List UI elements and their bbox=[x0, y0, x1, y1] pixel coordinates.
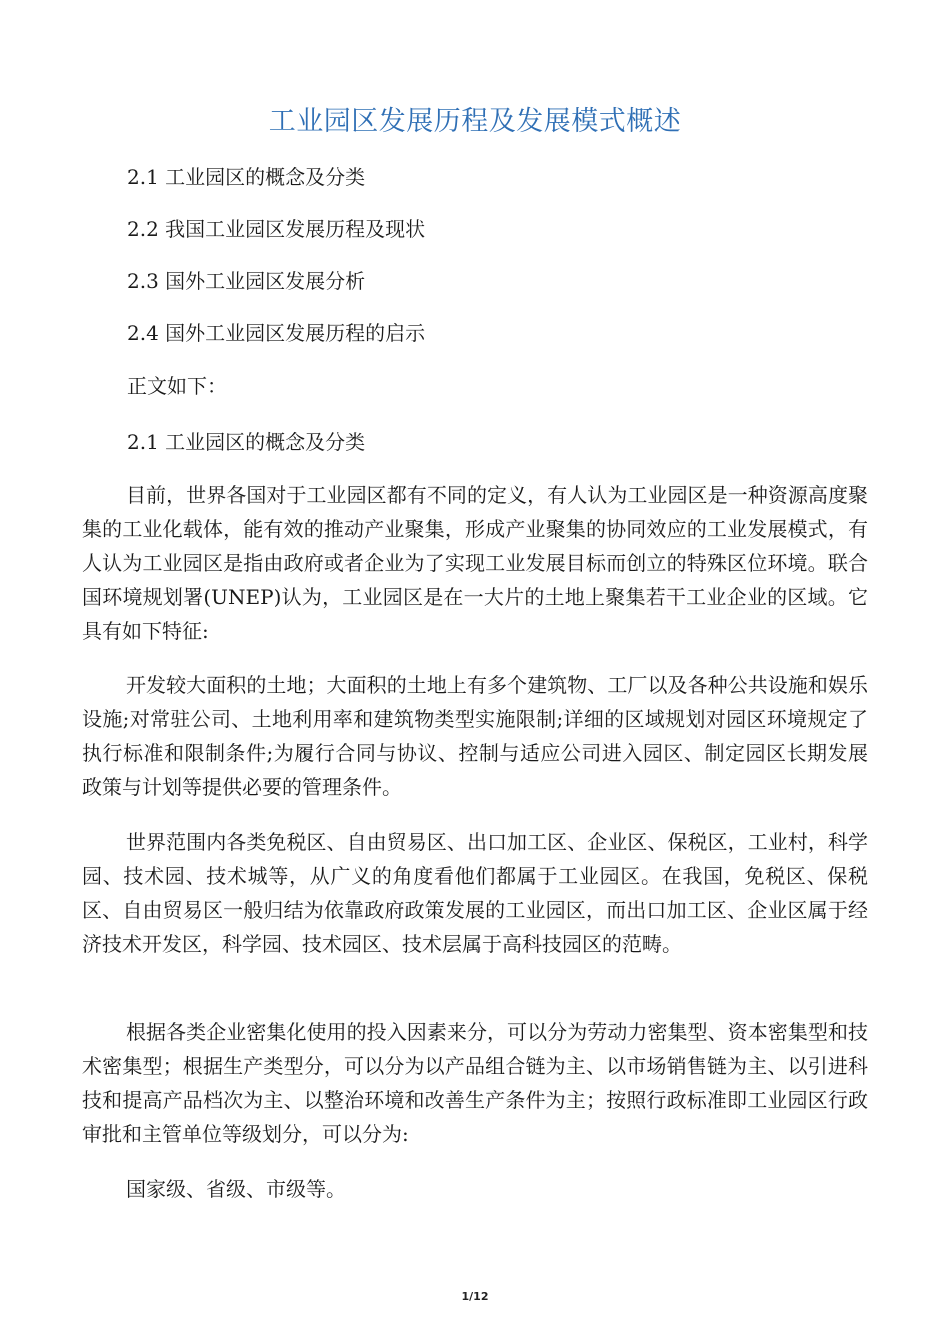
toc-item-2-4: 2.4 国外工业园区发展历程的启示 bbox=[127, 321, 426, 345]
page-number: 1/12 bbox=[461, 1290, 489, 1303]
toc-item-2-3: 2.3 国外工业园区发展分析 bbox=[127, 269, 366, 293]
body-paragraph-scope: 世界范围内各类免税区、自由贸易区、出口加工区、企业区、保税区，工业村，科学园、技术园、技术城等，从广义的角度看他们都属于工业园区。在我国，免税区、保税区、自由贸易区一般归结为依靠政府政策发展的工业园区，而出口加工区、企业区属于经济技术开发区，科学园、技术园区、技术层属于高科技园区的范畴。 bbox=[82, 830, 868, 956]
body-paragraph-classification: 根据各类企业密集化使用的投入因素来分，可以分为劳动力密集型、资本密集型和技术密集型；根据生产类型分，可以分为以产品组合链为主、以市场销售链为主、以引进科技和提高产品档次为主、以整治环境和改善生产条件为主；按照行政标准即工业园区行政审批和主管单位等级划分，可以分为: bbox=[82, 1020, 868, 1146]
intro-text: 正文如下： bbox=[127, 374, 227, 398]
body-paragraph-levels: 国家级、省级、市级等。 bbox=[126, 1177, 346, 1201]
section-heading: 2.1 工业园区的概念及分类 bbox=[127, 430, 366, 454]
toc-item-2-2: 2.2 我国工业园区发展历程及现状 bbox=[127, 217, 426, 241]
toc-item-2-1: 2.1 工业园区的概念及分类 bbox=[127, 165, 366, 189]
body-paragraph-definition: 目前，世界各国对于工业园区都有不同的定义，有人认为工业园区是一种资源高度聚集的工业化载体，能有效的推动产业聚集，形成产业聚集的协同效应的工业发展模式，有人认为工业园区是指由政府或者企业为了实现工业发展目标而创立的特殊区位环境。联合国环境规划署(UNEP)认为，工业园区是在一大片的土地上聚集若干工业企业的区域。它具有如下特征: bbox=[82, 483, 868, 643]
body-paragraph-features: 开发较大面积的土地；大面积的土地上有多个建筑物、工厂以及各种公共设施和娱乐设施;对常驻公司、土地利用率和建筑物类型实施限制;详细的区域规划对园区环境规定了执行标准和限制条件;为履行合同与协议、控制与适应公司进入园区、制定园区长期发展政策与计划等提供必要的管理条件。 bbox=[82, 673, 868, 799]
document-title: 工业园区发展历程及发展模式概述 bbox=[268, 106, 682, 137]
